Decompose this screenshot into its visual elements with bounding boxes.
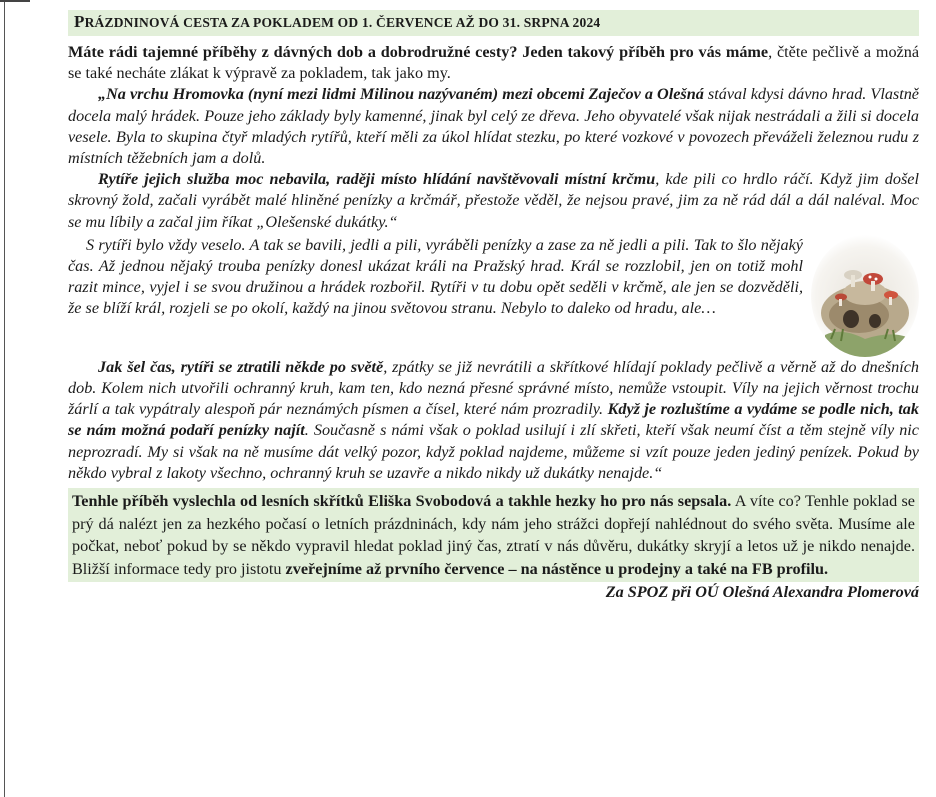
story-paragraph-1 — [68, 84, 919, 169]
story-paragraph-3: S rytíři bylo vždy veselo. A tak se bavili, jedli a pili, vyráběli penízky a zase za ně jedli a pili. Tak to šlo nějaký čas. Až jednou nějaký trouba penízky donesl ukázat králi na Pražský hrad. Král se rozzlobil, jen on totiž mohl razit mince, vyjel i se svou družinou a hrádek rozbořil. Rytíři v tu dobu opět seděli v krčmě, ale jen se dozvěděli, že se blíží král, rozjeli se po okolí, každý na jinou světovou stranu. Nebylo to daleko od hradu, ale… — [68, 235, 803, 318]
story4-bold-2: Když je rozluštíme a vydáme se podle nich, tak se nám možná podaří penízky najít — [68, 400, 919, 440]
signature: Za SPOZ při OÚ Olešná Alexandra Plomerová — [605, 583, 919, 602]
story4-text-2: . Současně s námi však o poklad usilují i zlí skřeti, kteří však neumí číst a těm stejně víly nic neprozradí. My si však na ně musíme dát velký pozor, když poklad najdeme, můžeme si vzít pouze jeden jediný penízek. Pokud by někdo vybral z lakoty všechno, ochranný kruh se uzavře a nikdo nikdy už dukátky nenajde.“ — [68, 421, 919, 482]
closing-text: A víte co? Tenhle poklad se prý dá nalézt jen za hezkého počasí o letních prázdninách, kdy nám jeho strážci dopřejí nahlédnout do svého světa. Musíme ale počkat, neboť pokud by se někdo vypravil hledat poklad jiný čas, ztratí v nás důvěru, dukátky skryjí a letos už je nikdo nenajde. Bližší informace tedy pro jistotu — [72, 492, 915, 578]
story1-text: stával kdysi dávno hrad. Vlastně docela malý hrádek. Pouze jeho základy byly kamenné, jinak byl celý ze dřeva. Jeho obyvatelé však nijak nestrádali a žili si docela vesele. Byla to skupina čtyř mladých rytířů, kteří měli za úkol hlídat stezku, po které vozkové v povozech převáželi železnou rudu z místních těžebních jam a dolů. — [68, 85, 919, 168]
story2-text: , kde pili co hrdlo ráčí. Když jim došel skrovný žold, začali vyrábět malé hliněné penízky a krčmář, přestože věděl, že nejsou pravé, jim za ně rád dál a dál naléval. Moc se mu líbily a začal jim říkat „Olešenské dukátky.“ — [68, 170, 919, 231]
story-paragraph-3-wrap — [68, 235, 919, 320]
story4-text-1: , zpátky se již nevrátili a skřítkové hlídají poklady pečlivě a věrně až do dnešních dob. Kolem nich utvořili ochranný kruh, kam ten, kdo nezná přesné správné místo, nemůže vstoupit. Víly na jejich věrnost trochu žárlí a tak vypátraly alespoň pár neznámých písmen a čísel, které nám prozradily. — [68, 357, 919, 419]
article-heading — [68, 10, 919, 36]
closing-bold-1: Tenhle příběh vyslechla od lesních skřítků Eliška Svobodová a takhle hezky ho pro nás sepsala. — [72, 492, 732, 511]
heading-initial: P — [74, 12, 85, 31]
intro-text: , čtěte pečlivě a možná se také necháte zlákat k výpravě za pokladem, tak jako my. — [68, 43, 919, 83]
story-paragraph-2 — [68, 169, 919, 233]
story2-bold: Rytíře jejich služba moc nebavila, raději místo hlídání navštěvovali místní krčmu — [98, 170, 656, 189]
story1-bold: „Na vrchu Hromovka (nyní mezi lidmi Milinou nazývaném) mezi obcemi Zaječov a Olešná — [98, 85, 704, 104]
margin-line — [4, 0, 5, 797]
top-margin-mark — [0, 0, 30, 2]
fairy-house-photo — [811, 235, 919, 357]
story-paragraph-4 — [68, 357, 919, 484]
intro-paragraph — [68, 42, 919, 84]
heading-text: RÁZDNINOVÁ CESTA ZA POKLADEM OD 1. ČERVENCE AŽ DO 31. SRPNA 2024 — [84, 15, 601, 30]
story4-bold-1: Jak šel čas, rytíři se ztratili někde po světě — [98, 357, 384, 376]
intro-bold: Máte rádi tajemné příběhy z dávných dob a dobrodružné cesty? Jeden takový příběh pro vás máme — [68, 43, 769, 61]
closing-bold-2: zveřejníme až prvního července – na nástěnce u prodejny a také na FB profilu. — [285, 559, 829, 578]
closing-box — [68, 488, 919, 582]
closing-paragraph — [72, 490, 915, 580]
article — [68, 10, 919, 602]
